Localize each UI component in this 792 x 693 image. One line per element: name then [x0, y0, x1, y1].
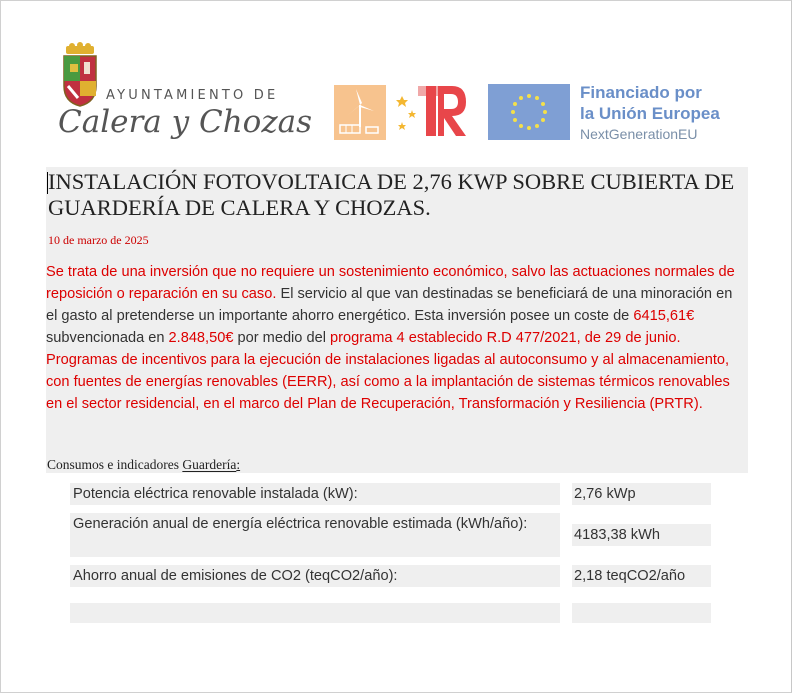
eu-funding-text — [580, 82, 720, 143]
indicator-value[interactable] — [572, 603, 711, 623]
article-content[interactable] — [46, 167, 748, 473]
indicator-label[interactable]: Potencia eléctrica renovable instalada (kW): — [70, 483, 560, 505]
indicator-label[interactable] — [70, 603, 560, 623]
indicator-value[interactable]: 4183,38 kWh — [572, 524, 711, 546]
prtr-logo — [396, 82, 468, 140]
ayuntamiento-label: AYUNTAMIENTO DE — [106, 88, 279, 103]
body-programme-text: programa 4 establecido R.D 477/2021, de 29 de junio. Programas de incentivos para la ejecución de instalaciones ligadas al autoconsumo y al almacenamiento, con fuentes de energías renovables (EERR), así como a la implantación de sistemas térmicos renovables en el sector residencial, en el marco del Plan de Recuperación, Transformación y Resiliencia (PRTR). — [46, 330, 730, 412]
renewable-energy-icon — [334, 85, 386, 140]
indicator-label[interactable]: Generación anual de energía eléctrica renovable estimada (kWh/año): — [70, 513, 560, 557]
indicators-heading — [47, 457, 240, 473]
body-programme-intro: por medio del — [233, 330, 331, 346]
body-subsidy-value: 2.848,50€ — [168, 330, 234, 346]
indicators-heading-part1: Consumos e indicadores — [47, 457, 183, 472]
eu-funding-line1: Financiado por — [580, 83, 702, 102]
indicators-heading-suffix: : — [236, 457, 241, 472]
indicators-heading-part2: Guardería — [182, 457, 237, 472]
article-body — [46, 261, 746, 415]
page-header — [56, 38, 736, 148]
eu-funding-line3: NextGenerationEU — [580, 126, 698, 142]
prtr-logo-mark — [396, 82, 468, 140]
body-maintenance-text: Se trata de una inversión que no requiere un sostenimiento económico, salvo las actuaciones normales de reposición o reparación en su caso. — [46, 264, 735, 302]
municipal-crest-logo — [58, 42, 102, 108]
eu-funding-line2: la Unión Europea — [580, 104, 720, 123]
indicator-value[interactable]: 2,18 teqCO2/año — [572, 565, 711, 587]
body-subsidy-intro: subvencionada en — [46, 330, 169, 346]
eu-stars-icon — [488, 84, 570, 140]
body-service-text: El servicio al que van destinadas se beneficiará de una minoración en el gasto al pretenderse un importante ahorro energético. Esta inversión posee un coste de — [46, 286, 733, 324]
indicator-value[interactable]: 2,76 kWp — [572, 483, 711, 505]
article-title: INSTALACIÓN FOTOVOLTAICA DE 2,76 KWP SOBRE CUBIERTA DE GUARDERÍA DE CALERA Y CHOZAS. — [48, 169, 735, 220]
article-date: 10 de marzo de 2025 — [48, 233, 149, 247]
indicator-label[interactable]: Ahorro anual de emisiones de CO2 (teqCO2/año): — [70, 565, 560, 587]
town-name-logo-text: Calera y Chozas — [58, 104, 313, 140]
body-cost-value: 6415,61€ — [633, 308, 695, 324]
eu-flag-logo — [488, 84, 570, 140]
